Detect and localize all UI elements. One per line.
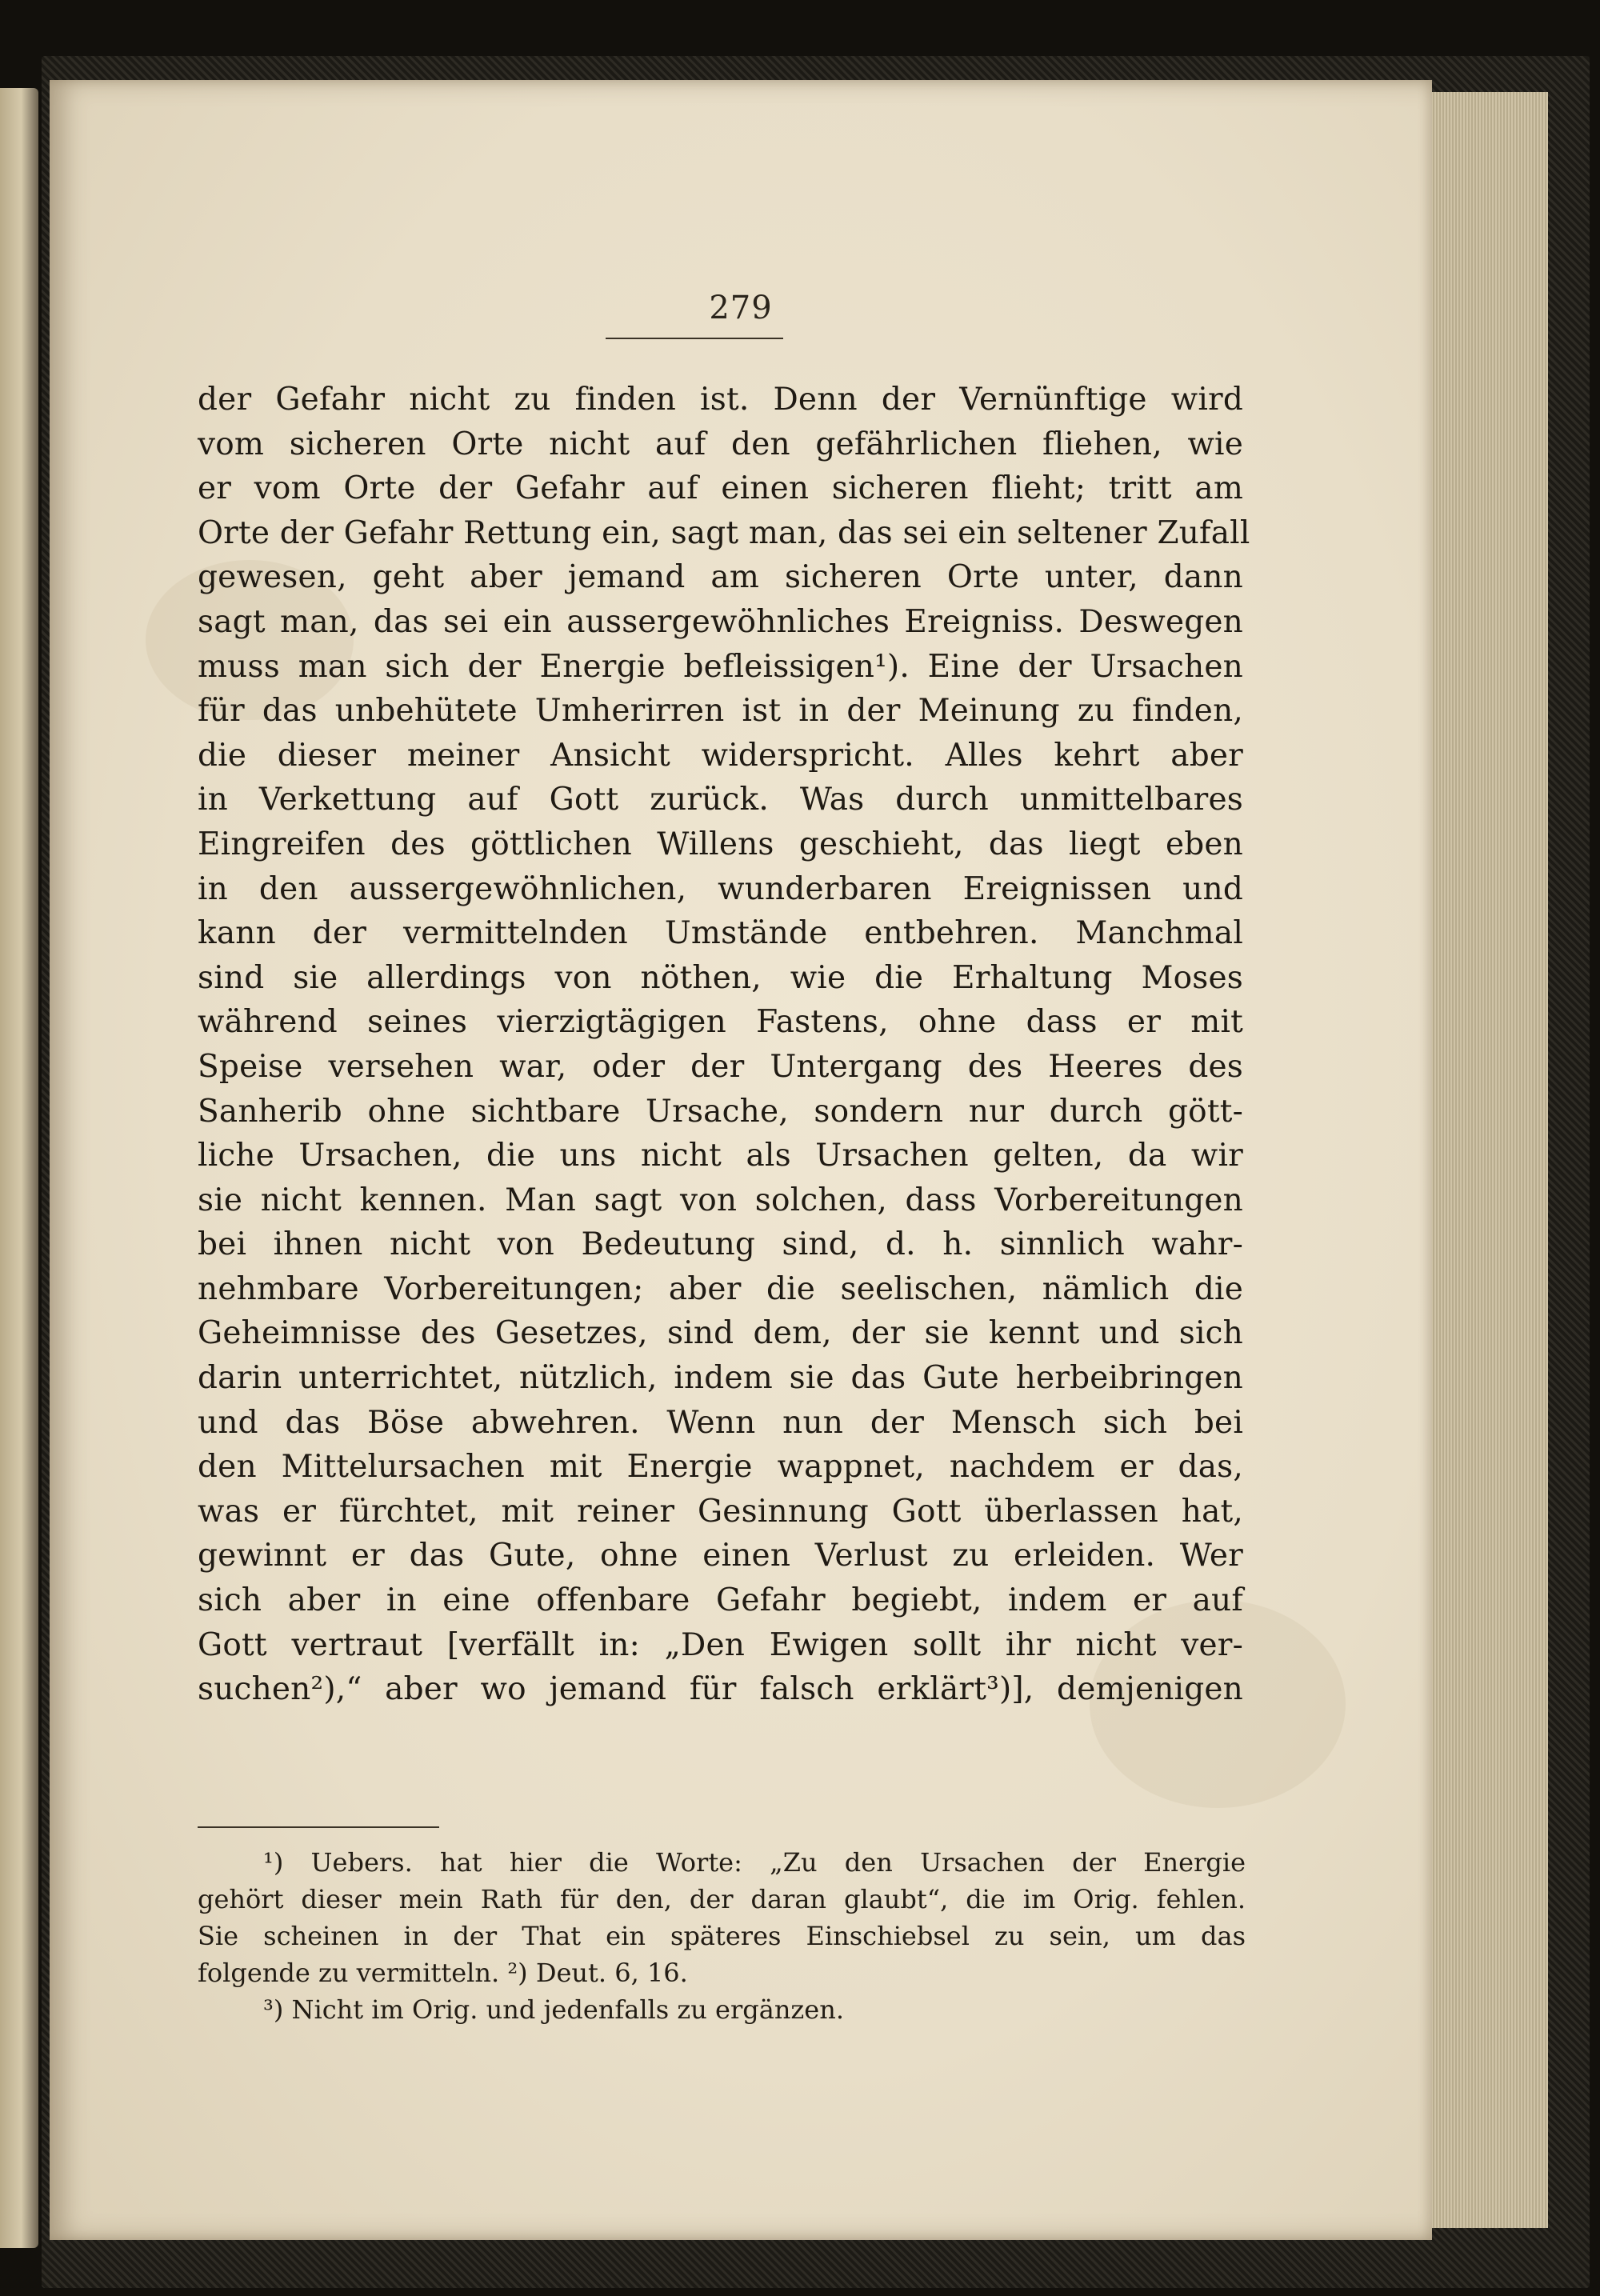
footnote-line: ¹) Uebers. hat hier die Worte: „Zu den Ursachen der Energie (263, 1847, 1246, 1878)
text-line: und das Böse abwehren. Wenn nun der Mensch sich bei (198, 1404, 1243, 1441)
text-line: während seines vierzigtägigen Fastens, ohne dass er mit (198, 1004, 1243, 1041)
previous-page-edge (0, 88, 38, 2248)
text-line: darin unterrichtet, nützlich, indem sie das Gute herbeibringen (198, 1360, 1243, 1397)
text-line: Orte der Gefahr Rettung ein, sagt man, das sei ein seltener Zufall (198, 514, 1250, 551)
footnote-line: gehört dieser mein Rath für den, der daran glaubt“, die im Orig. fehlen. (198, 1884, 1246, 1914)
text-line: er vom Orte der Gefahr auf einen sicheren flieht; tritt am (198, 470, 1243, 507)
text-line: sind sie allerdings von nöthen, wie die Erhaltung Moses (198, 959, 1243, 996)
text-line: liche Ursachen, die uns nicht als Ursachen gelten, da wir (198, 1138, 1243, 1174)
text-line: sich aber in eine offenbare Gefahr begiebt, indem er auf (198, 1582, 1243, 1619)
body-text (198, 378, 1250, 1712)
text-line: sie nicht kennen. Man sagt von solchen, dass Vorbereitungen (198, 1182, 1243, 1218)
text-line: in den aussergewöhnlichen, wunderbaren Ereignissen und (198, 870, 1243, 907)
text-line: in Verkettung auf Gott zurück. Was durch unmittelbares (198, 782, 1243, 818)
text-line: Geheimnisse des Gesetzes, sind dem, der sie kennt und sich (198, 1315, 1243, 1352)
footnote-line: Sie scheinen in der That ein späteres Einschiebsel zu sein, um das (198, 1921, 1246, 1951)
page-number: 279 (709, 290, 773, 326)
text-line: Gott vertraut [verfällt in: „Den Ewigen sollt ihr nicht ver- (198, 1626, 1243, 1663)
text-line: suchen²),“ aber wo jemand für falsch erklärt³)], demjenigen (198, 1671, 1243, 1708)
text-line: muss man sich der Energie befleissigen¹). Eine der Ursachen (198, 648, 1243, 685)
header-rule (606, 338, 783, 339)
footnote-line: ³) Nicht im Orig. und jedenfalls zu ergänzen. (263, 1994, 844, 2025)
book-page (50, 80, 1432, 2240)
text-line: der Gefahr nicht zu finden ist. Denn der Vernünftige wird (198, 382, 1243, 418)
text-line: was er fürchtet, mit reiner Gesinnung Gott überlassen hat, (198, 1493, 1243, 1530)
text-line: den Mittelursachen mit Energie wappnet, nachdem er das, (198, 1449, 1243, 1486)
text-line: gewinnt er das Gute, ohne einen Verlust zu erleiden. Wer (198, 1538, 1243, 1574)
text-line: Eingreifen des göttlichen Willens geschieht, das liegt eben (198, 826, 1243, 862)
text-line: sagt man, das sei ein aussergewöhnliches Ereigniss. Deswegen (198, 603, 1243, 640)
text-line: gewesen, geht aber jemand am sicheren Orte unter, dann (198, 559, 1243, 596)
footnote-rule (198, 1826, 439, 1828)
text-line: kann der vermittelnden Umstände entbehren. Manchmal (198, 915, 1243, 952)
text-line: Speise versehen war, oder der Untergang des Heeres des (198, 1048, 1243, 1085)
footnotes (198, 1844, 1246, 2028)
footnote-line: folgende zu vermitteln. ²) Deut. 6, 16. (198, 1958, 688, 1988)
text-line: Sanherib ohne sichtbare Ursache, sondern nur durch gött- (198, 1093, 1243, 1130)
text-line: bei ihnen nicht von Bedeutung sind, d. h. sinnlich wahr- (198, 1226, 1243, 1263)
text-line: nehmbare Vorbereitungen; aber die seelischen, nämlich die (198, 1270, 1243, 1307)
text-line: die dieser meiner Ansicht widerspricht. Alles kehrt aber (198, 737, 1243, 774)
text-line: für das unbehütete Umherirren ist in der Meinung zu finden, (198, 693, 1243, 730)
text-line: vom sicheren Orte nicht auf den gefährlichen fliehen, wie (198, 426, 1243, 462)
